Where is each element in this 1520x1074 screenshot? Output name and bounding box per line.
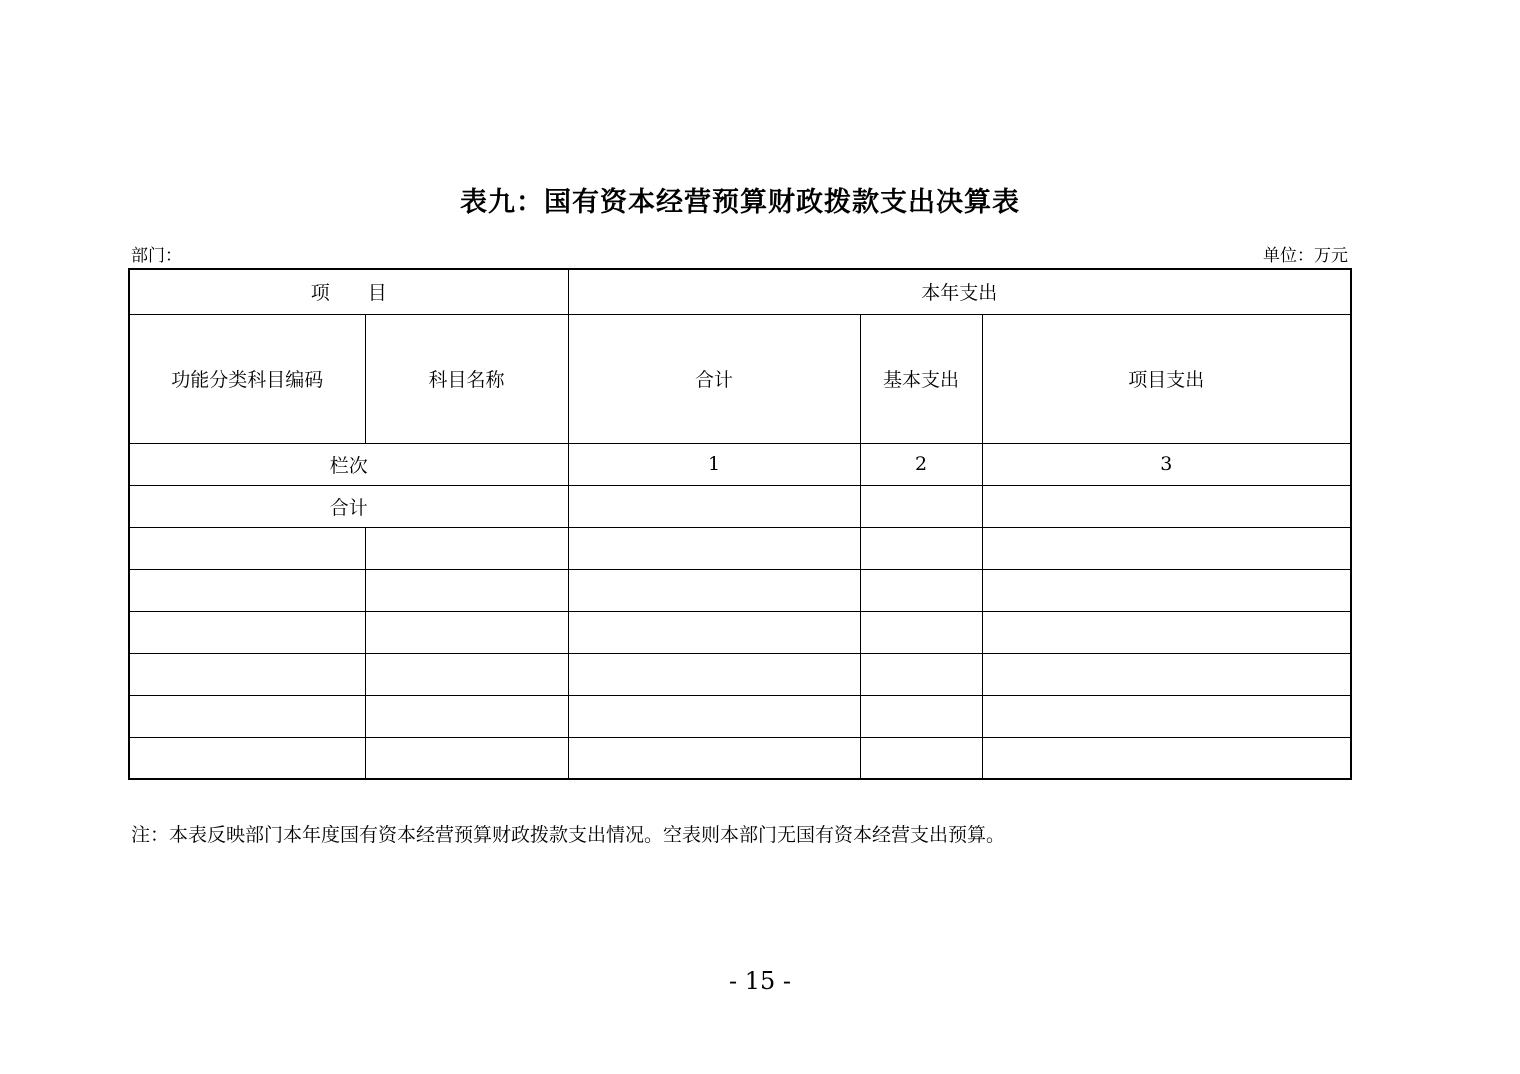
- total-row: [129, 485, 1351, 527]
- table-cell: [568, 737, 860, 779]
- table-row: [129, 611, 1351, 653]
- table-cell: [568, 569, 860, 611]
- column-index-2: 2: [860, 443, 982, 485]
- table-cell: [365, 737, 568, 779]
- table-cell: [860, 737, 982, 779]
- table-row: [129, 653, 1351, 695]
- table-cell: [860, 695, 982, 737]
- table-cell: [365, 527, 568, 569]
- table-cell: [982, 737, 1351, 779]
- table-cell: [982, 611, 1351, 653]
- table-cell: [860, 653, 982, 695]
- table-cell: [982, 653, 1351, 695]
- column-index-label: 栏次: [129, 443, 568, 485]
- total-row-project-cell: [982, 485, 1351, 527]
- total-row-basic-cell: [860, 485, 982, 527]
- table-note: 注：本表反映部门本年度国有资本经营预算财政拨款支出情况。空表则本部门无国有资本经营支出预算。: [131, 824, 1006, 846]
- header-function-code: 功能分类科目编码: [129, 314, 365, 443]
- table-cell: [365, 611, 568, 653]
- column-index-3: 3: [982, 443, 1351, 485]
- header-total: 合计: [568, 314, 860, 443]
- header-current-year-expenditure: 本年支出: [568, 269, 1351, 314]
- table-row: [129, 695, 1351, 737]
- header-subject-name: 科目名称: [365, 314, 568, 443]
- table-row: [129, 737, 1351, 779]
- table-header-row: [129, 269, 1351, 314]
- table-cell: [129, 527, 365, 569]
- table-cell: [568, 611, 860, 653]
- table-cell: [129, 653, 365, 695]
- table-row: [129, 569, 1351, 611]
- header-basic-expenditure: 基本支出: [860, 314, 982, 443]
- header-project-expenditure: 项目支出: [982, 314, 1351, 443]
- table-cell: [365, 695, 568, 737]
- table-cell: [982, 527, 1351, 569]
- table-cell: [129, 569, 365, 611]
- table-cell: [365, 569, 568, 611]
- table-cell: [860, 611, 982, 653]
- page-title: 表九：国有资本经营预算财政拨款支出决算表: [460, 187, 1020, 218]
- table-cell: [129, 737, 365, 779]
- column-index-1: 1: [568, 443, 860, 485]
- column-index-row: [129, 443, 1351, 485]
- table-cell: [982, 569, 1351, 611]
- table-row: [129, 527, 1351, 569]
- total-row-label: 合计: [129, 485, 568, 527]
- table-cell: [129, 611, 365, 653]
- table-cell: [365, 653, 568, 695]
- table-cell: [568, 527, 860, 569]
- table-cell: [568, 695, 860, 737]
- unit-label: 单位：万元: [1263, 246, 1348, 266]
- table-cell: [982, 695, 1351, 737]
- header-item: 项 目: [129, 269, 568, 314]
- total-row-total-cell: [568, 485, 860, 527]
- expenditure-table: [128, 268, 1352, 780]
- table-cell: [860, 569, 982, 611]
- table-cell: [860, 527, 982, 569]
- table-subheader-row: [129, 314, 1351, 443]
- department-label: 部门：: [131, 246, 182, 266]
- table-cell: [568, 653, 860, 695]
- page-number: - 15 -: [728, 967, 791, 995]
- table-cell: [129, 695, 365, 737]
